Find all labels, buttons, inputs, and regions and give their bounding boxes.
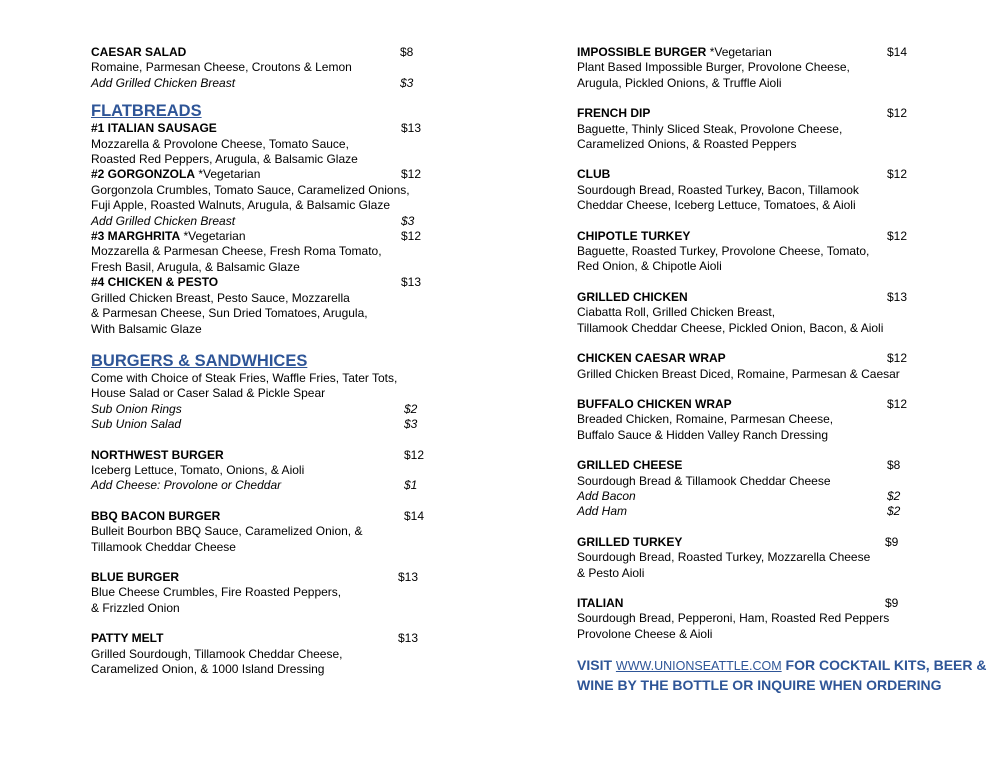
item-description: Grilled Sourdough, Tillamook Cheddar Cheese, bbox=[91, 646, 343, 661]
item-price: $14 bbox=[404, 508, 425, 523]
item-price: $12 bbox=[887, 106, 908, 121]
menu-item-chicken-pesto bbox=[91, 275, 431, 337]
menu-item-italian-sausage bbox=[91, 121, 431, 167]
item-description: Buffalo Sauce & Hidden Valley Ranch Dressing bbox=[577, 427, 829, 442]
menu-item-buffalo-chicken-wrap bbox=[577, 397, 937, 443]
addon-label: Add Ham bbox=[577, 504, 628, 519]
item-description: Sourdough Bread, Roasted Turkey, Bacon, Tillamook bbox=[577, 182, 859, 197]
item-description: Mozzarella & Provolone Cheese, Tomato Sauce, bbox=[91, 136, 349, 151]
item-name: BLUE BURGER bbox=[91, 569, 180, 584]
addon-price: $3 bbox=[400, 75, 414, 90]
item-description: & Pesto Aioli bbox=[577, 565, 645, 580]
menu-item-patty-melt bbox=[91, 631, 431, 677]
item-price: $9 bbox=[885, 534, 899, 549]
section-heading-flatbreads: FLATBREADS bbox=[91, 102, 202, 121]
item-description: Baguette, Thinly Sliced Steak, Provolone Cheese, bbox=[577, 121, 843, 136]
item-name: PATTY MELT bbox=[91, 631, 164, 646]
item-description: Fresh Basil, Arugula, & Balsamic Glaze bbox=[91, 259, 300, 274]
item-name: CLUB bbox=[577, 167, 611, 182]
item-name: ITALIAN bbox=[577, 595, 624, 610]
item-description: & Frizzled Onion bbox=[91, 600, 180, 615]
item-description: Plant Based Impossible Burger, Provolone Cheese, bbox=[577, 60, 850, 75]
menu-item-italian bbox=[577, 596, 937, 642]
item-note: *Vegetarian bbox=[180, 229, 246, 244]
item-name: GRILLED CHEESE bbox=[577, 458, 683, 473]
item-name: GRILLED CHICKEN bbox=[577, 289, 688, 304]
item-name: FRENCH DIP bbox=[577, 106, 651, 121]
addon-label: Add Cheese: Provolone or Cheddar bbox=[91, 478, 282, 493]
item-description: Cheddar Cheese, Iceberg Lettuce, Tomatoes, & Aioli bbox=[577, 198, 856, 213]
item-name: CHIPOTLE TURKEY bbox=[577, 228, 691, 243]
intro-line: Come with Choice of Steak Fries, Waffle Fries, Tater Tots, bbox=[91, 370, 398, 385]
menu-item-caesar-salad bbox=[91, 45, 431, 91]
item-description: Red Onion, & Chipotle Aioli bbox=[577, 259, 722, 274]
item-price: $12 bbox=[887, 351, 908, 366]
menu-item-northwest-burger bbox=[91, 448, 431, 494]
item-name: BBQ BACON BURGER bbox=[91, 508, 221, 523]
item-description: Caramelized Onion, & 1000 Island Dressing bbox=[91, 662, 325, 676]
item-description: Provolone Cheese & Aioli bbox=[577, 626, 713, 641]
item-description: Romaine, Parmesan Cheese, Croutons & Lemon bbox=[91, 60, 352, 75]
sub-label: Sub Union Salad bbox=[91, 417, 182, 432]
item-price: $13 bbox=[398, 631, 419, 646]
item-price: $12 bbox=[401, 167, 422, 182]
menu-item-blue-burger bbox=[91, 570, 431, 616]
item-name: IMPOSSIBLE BURGER bbox=[577, 45, 707, 59]
item-description: Roasted Red Peppers, Arugula, & Balsamic Glaze bbox=[91, 152, 358, 167]
sub-price: $2 bbox=[404, 401, 418, 416]
addon-price: $1 bbox=[404, 478, 418, 493]
item-price: $8 bbox=[400, 45, 414, 59]
item-description: Arugula, Pickled Onions, & Truffle Aioli bbox=[577, 75, 782, 90]
menu-item-french-dip bbox=[577, 106, 937, 152]
menu-item-chicken-caesar-wrap bbox=[577, 351, 937, 382]
sub-label: Sub Onion Rings bbox=[91, 401, 182, 416]
item-price: $13 bbox=[401, 275, 422, 290]
item-description: & Parmesan Cheese, Sun Dried Tomatoes, Arugula, bbox=[91, 306, 368, 321]
menu-item-chipotle-turkey bbox=[577, 229, 937, 275]
item-note: *Vegetarian bbox=[706, 45, 772, 59]
item-price: $12 bbox=[887, 167, 908, 182]
visit-banner bbox=[577, 656, 987, 695]
burgers-intro bbox=[91, 371, 431, 433]
item-description: Tillamook Cheddar Cheese bbox=[91, 539, 236, 554]
menu-item-club bbox=[577, 167, 937, 213]
item-name: #2 GORGONZOLA bbox=[91, 167, 196, 182]
item-price: $14 bbox=[887, 45, 908, 59]
item-description: Grilled Chicken Breast, Pesto Sauce, Mozzarella bbox=[91, 290, 350, 305]
menu-item-grilled-chicken bbox=[577, 290, 937, 336]
menu-item-impossible-burger bbox=[577, 45, 937, 91]
item-price: $13 bbox=[401, 121, 422, 136]
visit-line-2: WINE BY THE BOTTLE OR INQUIRE WHEN ORDERING bbox=[577, 677, 942, 694]
item-description: Caramelized Onions, & Roasted Peppers bbox=[577, 137, 797, 152]
item-description: Breaded Chicken, Romaine, Parmesan Cheese, bbox=[577, 412, 834, 427]
section-heading-burgers: BURGERS & SANDWHICES bbox=[91, 351, 308, 370]
sub-price: $3 bbox=[404, 417, 418, 432]
intro-line: House Salad or Caser Salad & Pickle Spear bbox=[91, 386, 326, 401]
item-description: Blue Cheese Crumbles, Fire Roasted Peppers, bbox=[91, 585, 342, 600]
item-price: $12 bbox=[887, 396, 908, 411]
addon-label: Add Bacon bbox=[577, 488, 636, 503]
website-link[interactable]: WWW.UNIONSEATTLE.COM bbox=[615, 659, 782, 674]
item-price: $12 bbox=[887, 228, 908, 243]
item-description: With Balsamic Glaze bbox=[91, 321, 202, 336]
item-name: #1 ITALIAN SAUSAGE bbox=[91, 121, 217, 136]
item-description: Bulleit Bourbon BBQ Sauce, Caramelized Onion, & bbox=[91, 524, 363, 539]
item-price: $12 bbox=[401, 229, 422, 244]
right-column bbox=[577, 45, 987, 695]
menu-item-gorgonzola bbox=[91, 167, 431, 229]
visit-prefix: VISIT bbox=[577, 657, 616, 674]
addon-price: $2 bbox=[887, 504, 901, 519]
item-description: Sourdough Bread, Roasted Turkey, Mozzarella Cheese bbox=[577, 550, 871, 565]
item-description: Ciabatta Roll, Grilled Chicken Breast, bbox=[577, 305, 776, 320]
item-description: Gorgonzola Crumbles, Tomato Sauce, Caramelized Onions, bbox=[91, 182, 410, 197]
item-name: GRILLED TURKEY bbox=[577, 534, 683, 549]
item-description: Baguette, Roasted Turkey, Provolone Cheese, Tomato, bbox=[577, 244, 870, 259]
item-description: Sourdough Bread, Pepperoni, Ham, Roasted Red Peppers bbox=[577, 611, 890, 626]
menu-item-grilled-cheese bbox=[577, 458, 937, 520]
item-name: #4 CHICKEN & PESTO bbox=[91, 275, 219, 290]
item-note: *Vegetarian bbox=[195, 167, 261, 182]
addon-label: Add Grilled Chicken Breast bbox=[91, 213, 236, 228]
item-price: $13 bbox=[398, 569, 419, 584]
menu-item-grilled-turkey bbox=[577, 535, 937, 581]
visit-suffix: FOR COCKTAIL KITS, BEER & bbox=[781, 657, 987, 674]
item-name: NORTHWEST BURGER bbox=[91, 447, 224, 462]
addon-price: $2 bbox=[887, 488, 901, 503]
item-price: $12 bbox=[404, 447, 425, 462]
menu-item-bbq-bacon-burger bbox=[91, 509, 431, 555]
left-column bbox=[91, 45, 431, 677]
item-name: CHICKEN CAESAR WRAP bbox=[577, 351, 726, 366]
item-description: Sourdough Bread & Tillamook Cheddar Cheese bbox=[577, 473, 831, 488]
item-description: Fuji Apple, Roasted Walnuts, Arugula, & Balsamic Glaze bbox=[91, 198, 391, 213]
item-price: $8 bbox=[887, 458, 901, 473]
item-description: Grilled Chicken Breast Diced, Romaine, Parmesan & Caesar bbox=[577, 366, 900, 381]
item-description: Tillamook Cheddar Cheese, Pickled Onion, Bacon, & Aioli bbox=[577, 320, 884, 335]
item-description: Mozzarella & Parmesan Cheese, Fresh Roma Tomato, bbox=[91, 244, 382, 259]
addon-price: $3 bbox=[401, 213, 415, 228]
menu-item-marghrita bbox=[91, 229, 431, 275]
item-price: $9 bbox=[885, 595, 899, 610]
item-name: BUFFALO CHICKEN WRAP bbox=[577, 396, 732, 411]
item-name: #3 MARGHRITA bbox=[91, 229, 181, 244]
item-name: CAESAR SALAD bbox=[91, 45, 187, 59]
item-price: $13 bbox=[887, 289, 908, 304]
addon-label: Add Grilled Chicken Breast bbox=[91, 75, 236, 90]
item-description: Iceberg Lettuce, Tomato, Onions, & Aioli bbox=[91, 462, 305, 477]
